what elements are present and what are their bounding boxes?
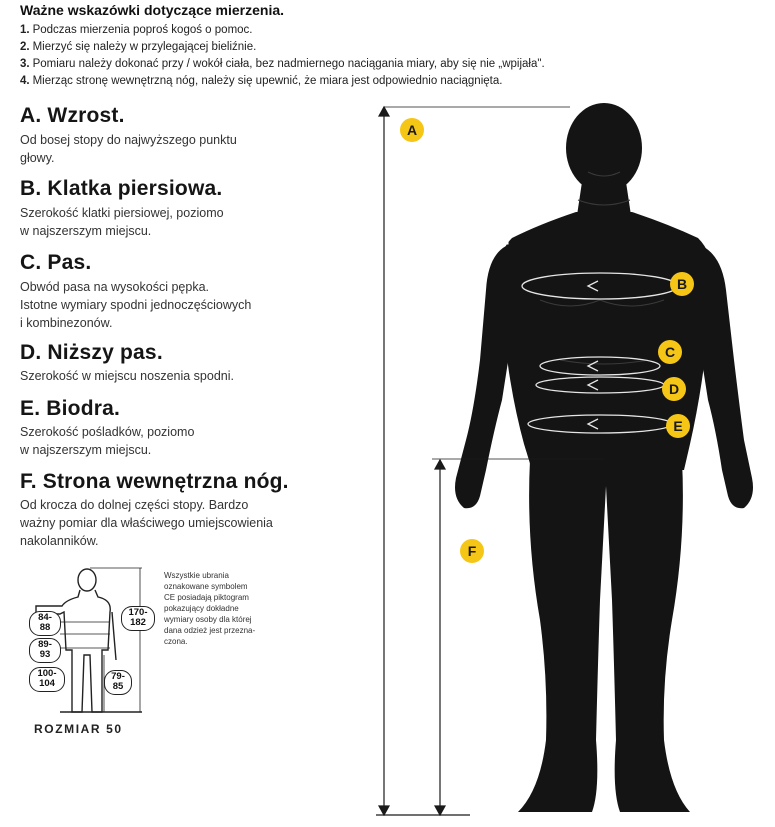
waist-size-pill [29, 638, 61, 663]
description-line: Szerokość pośladków, poziomo [20, 425, 195, 439]
tip-text: Pomiaru należy dokonać przy / wokół ciała, bez nadmiernego naciągania miary, aby się nie „wpijała". [32, 58, 545, 70]
pill-line: 89- [38, 639, 52, 650]
section-e-title: E. Biodra. [20, 397, 121, 420]
body-silhouette [455, 103, 753, 812]
description-line: nakolanników. [20, 534, 99, 548]
section-a-title: A. Wzrost. [20, 104, 125, 127]
pill-line: 170- [128, 607, 148, 618]
badge-e: E [666, 414, 690, 438]
tip-number: 4. [20, 75, 30, 87]
pill-line: 84- [38, 612, 52, 623]
ce-note-line: CE posiadają piktogram [164, 593, 249, 602]
ce-note-line: Wszystkie ubrania [164, 571, 229, 580]
tip-number: 3. [20, 58, 30, 70]
pill-line: 93 [39, 649, 51, 660]
description-line: Szerokość klatki piersiowej, poziomo [20, 206, 224, 220]
pill-line: 85 [112, 681, 124, 692]
badge-a: A [400, 118, 424, 142]
badge-d: D [662, 377, 686, 401]
pill-line: 88 [39, 622, 51, 633]
tip-number: 1. [20, 24, 30, 36]
pill-line: 182 [130, 617, 146, 628]
ce-note-line: czona. [164, 637, 188, 646]
description-line: w najszerszym miejscu. [20, 224, 152, 238]
ce-note-line: wymiary osoby dla której [164, 615, 252, 624]
description-line: i kombinezonów. [20, 316, 113, 330]
tip-text: Podczas mierzenia poproś kogoś o pomoc. [32, 24, 253, 36]
tip-text: Mierząc stronę wewnętrzną nóg, należy się upewnić, że miara jest odpowiednio naciągnięta. [32, 75, 503, 87]
tip-number: 2. [20, 41, 30, 53]
description-line: Od krocza do dolnej części stopy. Bardzo [20, 498, 249, 512]
ce-note-line: pokazujący dokładne [164, 604, 239, 613]
section-d-title: D. Niższy pas. [20, 341, 163, 364]
page-heading: Ważne wskazówki dotyczące mierzenia. [20, 2, 285, 18]
pill-line: 79- [111, 671, 125, 682]
description-line: ważny pomiar dla właściwego umiejscowienia [20, 516, 273, 530]
description-line: Obwód pasa na wysokości pępka. [20, 280, 209, 294]
section-c-title: C. Pas. [20, 251, 92, 274]
description-line: Istotne wymiary spodni jednoczęściowych [20, 298, 252, 312]
description-line: Od bosej stopy do najwyższego punktu [20, 133, 237, 147]
ce-note [164, 570, 255, 647]
pill-line: 100- [37, 668, 57, 679]
chest-size-pill [29, 611, 61, 636]
size-label: ROZMIAR 50 [34, 722, 123, 736]
badge-f: F [460, 539, 484, 563]
pill-line: 104 [39, 678, 55, 689]
badge-c: C [658, 340, 682, 364]
description-line: głowy. [20, 151, 55, 165]
description-line: Szerokość w miejscu noszenia spodni. [20, 369, 234, 383]
badge-b: B [670, 272, 694, 296]
tip-text: Mierzyć się należy w przylegającej bieliźnie. [32, 41, 257, 53]
inseam-size-pill [104, 670, 132, 695]
height-size-pill [121, 606, 155, 631]
section-b-title: B. Klatka piersiowa. [20, 177, 223, 200]
description-line: w najszerszym miejscu. [20, 443, 152, 457]
ce-note-line: oznakowane symbolem [164, 582, 248, 591]
section-f-title: F. Strona wewnętrzna nóg. [20, 470, 289, 493]
ce-note-line: dana odzież jest przezna- [164, 626, 256, 635]
hips-size-pill [29, 667, 65, 692]
